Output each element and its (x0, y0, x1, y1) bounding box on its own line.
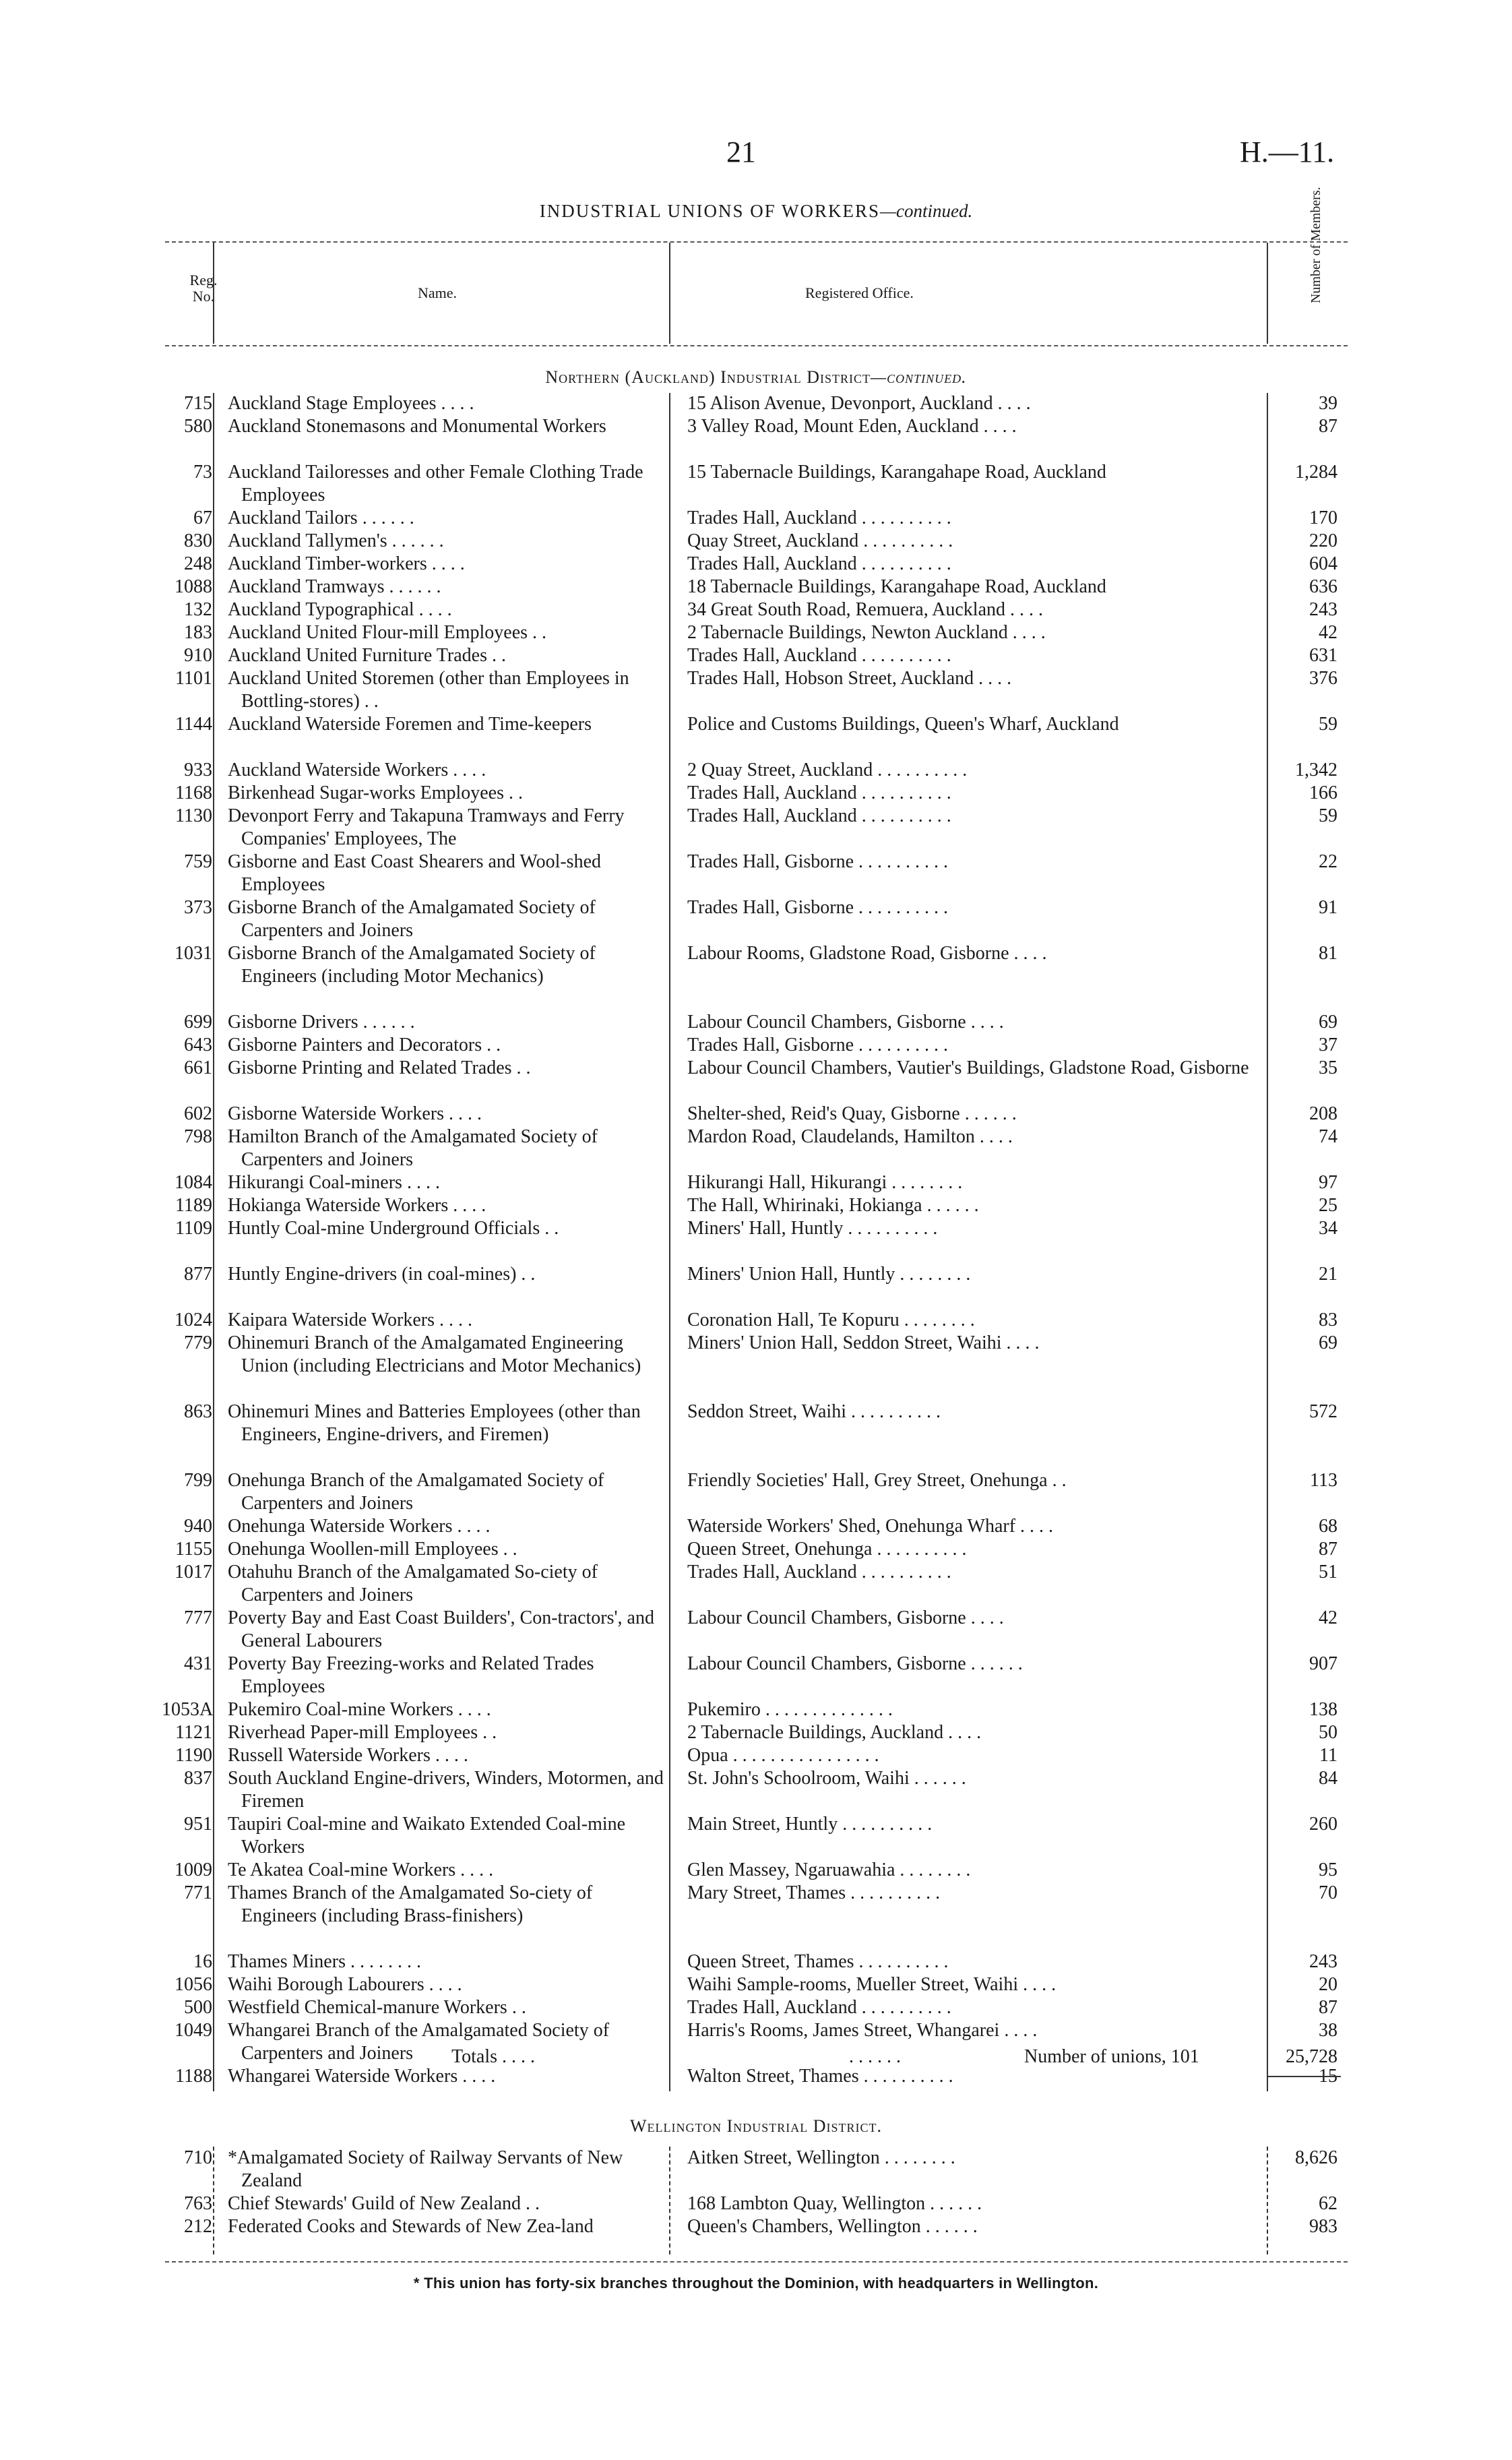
member-count: 70 (1319, 1882, 1337, 1903)
union-name: Russell Waterside Workers . . . . (228, 1745, 468, 1766)
member-count: 83 (1319, 1310, 1337, 1330)
member-count: 11 (1319, 1745, 1337, 1766)
member-count: 243 (1309, 599, 1337, 620)
registered-office: Labour Council Chambers, Vautier's Buildings, Gladstone Road, Gisborne (687, 1057, 1249, 1078)
union-name: Hikurangi Coal-miners . . . . (228, 1172, 440, 1193)
member-count: 42 (1319, 1607, 1337, 1628)
totals-dots: . . . . . . (849, 2046, 901, 2067)
column-header-office: Registered Office. (805, 284, 914, 301)
reg-number: 951 (184, 1814, 212, 1835)
reg-number: 759 (184, 851, 212, 872)
registered-office: Quay Street, Auckland . . . . . . . . . . (687, 530, 953, 551)
union-name: Otahuhu Branch of the Amalgamated So-ciety of Carpenters and Joiners (228, 1562, 598, 1605)
union-name: Riverhead Paper-mill Employees . . (228, 1722, 497, 1743)
totals-union-count: Number of unions, 101 (1024, 2046, 1199, 2067)
reg-number: 1084 (175, 1172, 212, 1193)
member-count: 81 (1319, 943, 1337, 964)
union-name: Auckland United Furniture Trades . . (228, 645, 506, 666)
member-count: 166 (1309, 782, 1337, 803)
union-name: Chief Stewards' Guild of New Zealand . . (228, 2193, 540, 2214)
reg-number: 933 (184, 760, 212, 780)
registered-office: Harris's Rooms, James Street, Whangarei . . . . (687, 2020, 1038, 2041)
reg-number: 1109 (175, 1218, 212, 1239)
reg-number: 602 (184, 1103, 212, 1124)
registered-office: 3 Valley Road, Mount Eden, Auckland . . . . (687, 416, 1017, 437)
registered-office: Opua . . . . . . . . . . . . . . . . (687, 1745, 879, 1766)
column-header-reg: Reg. No. (189, 272, 218, 305)
union-name: Onehunga Woollen-mill Employees . . (228, 1539, 517, 1560)
registered-office: 2 Tabernacle Buildings, Newton Auckland . . . . (687, 622, 1046, 643)
reg-number: 699 (184, 1012, 212, 1033)
member-count: 84 (1319, 1768, 1337, 1789)
registered-office: Aitken Street, Wellington . . . . . . . . (687, 2147, 955, 2168)
header-bottom-rule (165, 345, 1348, 346)
member-count: 1,342 (1295, 760, 1337, 780)
registered-office: 15 Alison Avenue, Devonport, Auckland . . . . (687, 393, 1031, 414)
reg-number: 910 (184, 645, 212, 666)
union-name: Ohinemuri Mines and Batteries Employees (other than Engineers, Engine-drivers, and Firemen) (228, 1401, 641, 1445)
registered-office: Walton Street, Thames . . . . . . . . . . (687, 2066, 953, 2087)
reg-number: 643 (184, 1035, 212, 1055)
member-count: 170 (1309, 508, 1337, 528)
reg-number: 16 (193, 1951, 212, 1972)
registered-office: Queen Street, Thames . . . . . . . . . . (687, 1951, 949, 1972)
registered-office: Trades Hall, Auckland . . . . . . . . . . (687, 508, 951, 528)
member-count: 97 (1319, 1172, 1337, 1193)
member-count: 87 (1319, 1997, 1337, 2018)
member-count: 572 (1309, 1401, 1337, 1422)
member-count: 87 (1319, 1539, 1337, 1560)
registered-office: Trades Hall, Auckland . . . . . . . . . . (687, 553, 951, 574)
reg-number: 1168 (175, 782, 212, 803)
member-count: 15 (1319, 2066, 1337, 2087)
member-count: 50 (1319, 1722, 1337, 1743)
column-divider-office (1267, 243, 1268, 344)
union-name: Pukemiro Coal-mine Workers . . . . (228, 1699, 491, 1720)
union-name: Poverty Bay Freezing-works and Related Trades Employees (228, 1653, 594, 1697)
union-name: Gisborne Waterside Workers . . . . (228, 1103, 482, 1124)
reg-number: 1056 (175, 1974, 212, 1995)
registered-office: Labour Rooms, Gladstone Road, Gisborne . . . . (687, 943, 1047, 964)
union-name: Auckland Waterside Workers . . . . (228, 760, 486, 780)
union-name: Auckland Timber-workers . . . . (228, 553, 465, 574)
union-name: Whangarei Branch of the Amalgamated Society of Carpenters and Joiners (228, 2020, 610, 2064)
reg-number: 1049 (175, 2020, 212, 2041)
member-count: 91 (1319, 897, 1337, 918)
registered-office: Waterside Workers' Shed, Onehunga Wharf . . . . (687, 1516, 1054, 1537)
registered-office: 2 Quay Street, Auckland . . . . . . . . . . (687, 760, 968, 780)
section-title-northern: Northern (Auckland) Industrial District—continued. (545, 367, 967, 387)
registered-office: Shelter-shed, Reid's Quay, Gisborne . . . . . . (687, 1103, 1017, 1124)
member-count: 138 (1309, 1699, 1337, 1720)
union-name: Auckland Tallymen's . . . . . . (228, 530, 444, 551)
member-count: 907 (1309, 1653, 1337, 1674)
reg-number: 580 (184, 416, 212, 437)
union-name: Huntly Engine-drivers (in coal-mines) . . (228, 1264, 536, 1285)
union-name: Devonport Ferry and Takapuna Tramways and Ferry Companies' Employees, The (228, 805, 625, 849)
member-count: 74 (1319, 1126, 1337, 1147)
union-name: Onehunga Waterside Workers . . . . (228, 1516, 491, 1537)
registered-office: 15 Tabernacle Buildings, Karangahape Road, Auckland (687, 462, 1106, 483)
union-name: Gisborne and East Coast Shearers and Wool-shed Employees (228, 851, 601, 895)
member-count: 21 (1319, 1264, 1337, 1285)
member-count: 260 (1309, 1814, 1337, 1835)
registered-office: Miners' Union Hall, Seddon Street, Waihi . . . . (687, 1332, 1040, 1353)
union-name: Federated Cooks and Stewards of New Zea-land (228, 2216, 594, 2237)
reg-number: 1009 (175, 1859, 212, 1880)
body-divider-reg (213, 393, 214, 2091)
union-name: Gisborne Branch of the Amalgamated Society of Carpenters and Joiners (228, 897, 596, 941)
registered-office: Hikurangi Hall, Hikurangi . . . . . . . . (687, 1172, 963, 1193)
reg-number: 837 (184, 1768, 212, 1789)
reg-number: 73 (193, 462, 212, 483)
reg-number: 1017 (175, 1562, 212, 1582)
reg-number: 763 (184, 2193, 212, 2214)
reg-number: 799 (184, 1470, 212, 1491)
reg-number: 1130 (175, 805, 212, 826)
reg-number: 830 (184, 530, 212, 551)
reg-number: 863 (184, 1401, 212, 1422)
union-name: Gisborne Printing and Related Trades . . (228, 1057, 531, 1078)
member-count: 8,626 (1295, 2147, 1337, 2168)
registered-office: Main Street, Huntly . . . . . . . . . . (687, 1814, 933, 1835)
registered-office: Police and Customs Buildings, Queen's Wharf, Auckland (687, 714, 1119, 735)
registered-office: Trades Hall, Auckland . . . . . . . . . . (687, 782, 951, 803)
union-name: Taupiri Coal-mine and Waikato Extended Coal-mine Workers (228, 1814, 626, 1857)
footnote: * This union has forty-six branches throughout the Dominion, with headquarters in Wellington. (413, 2275, 1099, 2292)
page-number: 21 (726, 135, 756, 168)
member-count: 37 (1319, 1035, 1337, 1055)
member-count: 604 (1309, 553, 1337, 574)
union-name: Auckland Waterside Foremen and Time-keepers (228, 714, 592, 735)
reg-number: 661 (184, 1057, 212, 1078)
registered-office: Labour Council Chambers, Gisborne . . . . (687, 1607, 1004, 1628)
union-name: Ohinemuri Branch of the Amalgamated Engineering Union (including Electricians and Motor Mechanics) (228, 1332, 641, 1376)
section-title-wellington: Wellington Industrial District. (629, 2116, 883, 2136)
union-name: Poverty Bay and East Coast Builders', Con-tractors', and General Labourers (228, 1607, 654, 1651)
header-top-rule (165, 241, 1348, 243)
union-name: Auckland Tailors . . . . . . (228, 508, 414, 528)
union-name: Huntly Coal-mine Underground Officials . . (228, 1218, 559, 1239)
reg-number: 1121 (175, 1722, 212, 1743)
registered-office: Trades Hall, Auckland . . . . . . . . . . (687, 645, 951, 666)
column-divider-name (669, 243, 670, 344)
registered-office: Trades Hall, Gisborne . . . . . . . . . . (687, 897, 949, 918)
union-name: Auckland Tailoresses and other Female Clothing Trade Employees (228, 462, 643, 505)
union-name: Thames Miners . . . . . . . . (228, 1951, 421, 1972)
reg-number: 1144 (175, 714, 212, 735)
reg-number: 132 (184, 599, 212, 620)
registered-office: 168 Lambton Quay, Wellington . . . . . . (687, 2193, 982, 2214)
reg-number: 1101 (175, 668, 212, 689)
registered-office: Labour Council Chambers, Gisborne . . . . (687, 1012, 1004, 1033)
union-name: Waihi Borough Labourers . . . . (228, 1974, 462, 1995)
reg-number: 940 (184, 1516, 212, 1537)
union-name: Gisborne Painters and Decorators . . (228, 1035, 501, 1055)
union-name: Whangarei Waterside Workers . . . . (228, 2066, 496, 2087)
reg-number: 1088 (175, 576, 212, 597)
reg-number: 798 (184, 1126, 212, 1147)
union-name: Gisborne Branch of the Amalgamated Society of Engineers (including Motor Mechanics) (228, 943, 596, 987)
registered-office: 2 Tabernacle Buildings, Auckland . . . . (687, 1722, 982, 1743)
union-name: *Amalgamated Society of Railway Servants of New Zealand (228, 2147, 623, 2191)
registered-office: Coronation Hall, Te Kopuru . . . . . . . . (687, 1310, 975, 1330)
member-count: 95 (1319, 1859, 1337, 1880)
page-title: INDUSTRIAL UNIONS OF WORKERS—continued. (539, 201, 973, 221)
member-count: 42 (1319, 622, 1337, 643)
reg-number: 715 (184, 393, 212, 414)
registered-office: Waihi Sample-rooms, Mueller Street, Waihi . . . . (687, 1974, 1057, 1995)
column-header-members: Number of Members. (1309, 187, 1323, 303)
registered-office: Labour Council Chambers, Gisborne . . . . . . (687, 1653, 1023, 1674)
registered-office: Miners' Hall, Huntly . . . . . . . . . . (687, 1218, 938, 1239)
union-name: Hokianga Waterside Workers . . . . (228, 1195, 486, 1216)
reg-number: 779 (184, 1332, 212, 1353)
member-count: 25 (1319, 1195, 1337, 1216)
member-count: 34 (1319, 1218, 1337, 1239)
reg-number: 777 (184, 1607, 212, 1628)
reg-number: 1189 (175, 1195, 212, 1216)
wellington-divider-reg (213, 2147, 214, 2254)
union-name: Auckland Tramways . . . . . . (228, 576, 441, 597)
member-count: 39 (1319, 393, 1337, 414)
reg-number: 1053A (162, 1699, 214, 1720)
reg-number: 771 (184, 1882, 212, 1903)
registered-office: Trades Hall, Auckland . . . . . . . . . . (687, 805, 951, 826)
member-count: 62 (1319, 2193, 1337, 2214)
member-count: 376 (1309, 668, 1337, 689)
member-count: 243 (1309, 1951, 1337, 1972)
member-count: 69 (1319, 1332, 1337, 1353)
reg-number: 1031 (175, 943, 212, 964)
reg-number: 500 (184, 1997, 212, 2018)
union-name: Auckland Typographical . . . . (228, 599, 452, 620)
registered-office: Glen Massey, Ngaruawahia . . . . . . . . (687, 1859, 971, 1880)
union-name: Auckland United Flour-mill Employees . . (228, 622, 547, 643)
union-name: Te Akatea Coal-mine Workers . . . . (228, 1859, 494, 1880)
union-name: Onehunga Branch of the Amalgamated Society of Carpenters and Joiners (228, 1470, 604, 1514)
union-name: South Auckland Engine-drivers, Winders, Motormen, and Firemen (228, 1768, 664, 1812)
registered-office: 34 Great South Road, Remuera, Auckland . . . . (687, 599, 1044, 620)
member-count: 35 (1319, 1057, 1337, 1078)
reg-number: 1155 (175, 1539, 212, 1560)
registered-office: Pukemiro . . . . . . . . . . . . . . (687, 1699, 893, 1720)
member-count: 636 (1309, 576, 1337, 597)
reg-number: 67 (193, 508, 212, 528)
registered-office: Miners' Union Hall, Huntly . . . . . . . . (687, 1264, 971, 1285)
union-name: Auckland United Storemen (other than Employees in Bottling-stores) . . (228, 668, 629, 712)
reg-number: 248 (184, 553, 212, 574)
reg-number: 212 (184, 2216, 212, 2237)
member-count: 220 (1309, 530, 1337, 551)
totals-rule (1267, 2076, 1341, 2077)
member-count: 20 (1319, 1974, 1337, 1995)
registered-office: Seddon Street, Waihi . . . . . . . . . . (687, 1401, 941, 1422)
column-divider-reg (213, 243, 214, 344)
member-count: 68 (1319, 1516, 1337, 1537)
union-name: Birkenhead Sugar-works Employees . . (228, 782, 524, 803)
union-name: Westfield Chemical-manure Workers . . (228, 1997, 526, 2018)
member-count: 87 (1319, 416, 1337, 437)
reg-number: 373 (184, 897, 212, 918)
reg-number: 877 (184, 1264, 212, 1285)
registered-office: Trades Hall, Auckland . . . . . . . . . . (687, 1997, 951, 2018)
member-count: 59 (1319, 805, 1337, 826)
member-count: 631 (1309, 645, 1337, 666)
totals-label: Totals . . . . (451, 2046, 536, 2067)
reg-number: 431 (184, 1653, 212, 1674)
union-name: Gisborne Drivers . . . . . . (228, 1012, 415, 1033)
member-count: 38 (1319, 2020, 1337, 2041)
reg-number: 710 (184, 2147, 212, 2168)
reg-number: 183 (184, 622, 212, 643)
union-name: Thames Branch of the Amalgamated So-ciety of Engineers (including Brass-finishers) (228, 1882, 593, 1926)
reg-number: 1190 (175, 1745, 212, 1766)
registered-office: Trades Hall, Auckland . . . . . . . . . . (687, 1562, 951, 1582)
registered-office: Queen Street, Onehunga . . . . . . . . . . (687, 1539, 967, 1560)
registered-office: St. John's Schoolroom, Waihi . . . . . . (687, 1768, 966, 1789)
document-reference: H.—11. (1240, 135, 1335, 168)
registered-office: Trades Hall, Gisborne . . . . . . . . . . (687, 1035, 949, 1055)
union-name: Hamilton Branch of the Amalgamated Society of Carpenters and Joiners (228, 1126, 598, 1170)
registered-office: Mary Street, Thames . . . . . . . . . . (687, 1882, 941, 1903)
column-header-name: Name. (418, 284, 458, 301)
union-name: Kaipara Waterside Workers . . . . (228, 1310, 473, 1330)
member-count: 983 (1309, 2216, 1337, 2237)
registered-office: Friendly Societies' Hall, Grey Street, Onehunga . . (687, 1470, 1067, 1491)
registered-office: Trades Hall, Hobson Street, Auckland . . . . (687, 668, 1012, 689)
registered-office: The Hall, Whirinaki, Hokianga . . . . . . (687, 1195, 979, 1216)
member-count: 1,284 (1295, 462, 1337, 483)
registered-office: Trades Hall, Gisborne . . . . . . . . . . (687, 851, 949, 872)
registered-office: Mardon Road, Claudelands, Hamilton . . . . (687, 1126, 1013, 1147)
footnote-rule (165, 2261, 1348, 2263)
registered-office: Queen's Chambers, Wellington . . . . . . (687, 2216, 978, 2237)
member-count: 208 (1309, 1103, 1337, 1124)
member-count: 59 (1319, 714, 1337, 735)
member-count: 113 (1310, 1470, 1337, 1491)
reg-number: 1024 (175, 1310, 212, 1330)
reg-number: 1188 (175, 2066, 212, 2087)
registered-office: 18 Tabernacle Buildings, Karangahape Road, Auckland (687, 576, 1106, 597)
totals-members: 25,728 (1286, 2046, 1337, 2067)
union-name: Auckland Stage Employees . . . . (228, 393, 474, 414)
member-count: 22 (1319, 851, 1337, 872)
member-count: 69 (1319, 1012, 1337, 1033)
member-count: 51 (1319, 1562, 1337, 1582)
union-name: Auckland Stonemasons and Monumental Workers (228, 416, 606, 437)
